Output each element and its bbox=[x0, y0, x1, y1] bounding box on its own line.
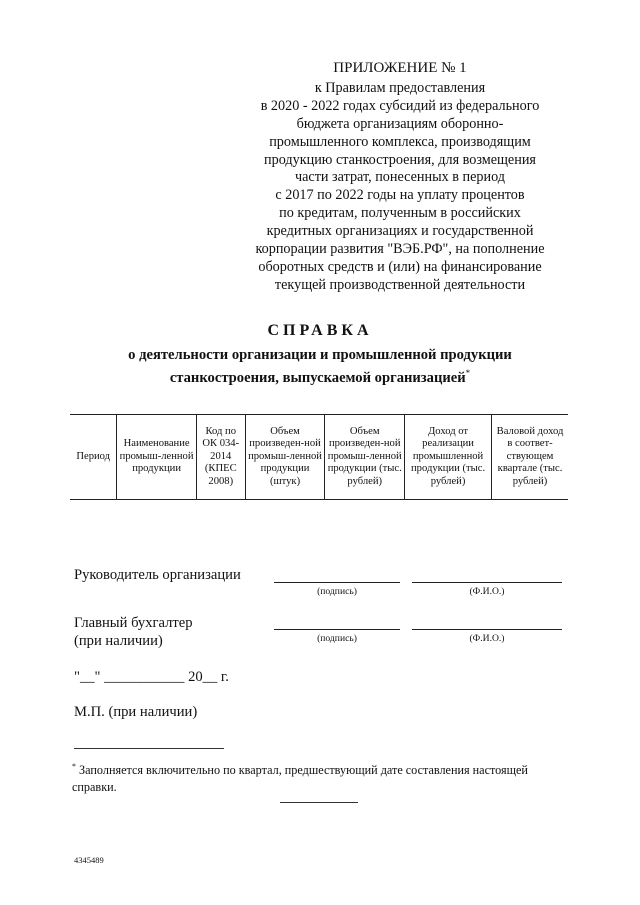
column-header-volume-units: Объем произведен-ной промыш-ленной продукции (штук) bbox=[245, 415, 325, 500]
head-label: Руководитель организации bbox=[74, 567, 241, 583]
appendix-line: корпорации развития "ВЭБ.РФ", на пополнение bbox=[255, 241, 545, 258]
appendix-line: в 2020 - 2022 годах субсидий из федерального bbox=[260, 97, 540, 114]
footnote-mark: * bbox=[72, 762, 76, 771]
head-signature-line bbox=[274, 582, 400, 583]
appendix-line: продукцию станкостроения, для возмещения bbox=[264, 151, 536, 168]
appendix-line: текущей производственной деятельности bbox=[274, 276, 526, 293]
accountant-signature-caption: (подпись) bbox=[317, 633, 357, 644]
column-header-period: Период bbox=[76, 450, 111, 462]
appendix-line: бюджета организациям оборонно- bbox=[296, 115, 504, 132]
subtitle-line-2 bbox=[0, 364, 640, 387]
appendix-line: части затрат, понесенных в период bbox=[294, 169, 505, 186]
footnote-marker: * bbox=[465, 368, 471, 378]
appendix-line: к Правилам предоставления bbox=[314, 79, 486, 96]
end-separator bbox=[280, 802, 358, 803]
accountant-label-line-2: (при наличии) bbox=[74, 633, 163, 649]
document-title: СПРАВКА bbox=[267, 322, 373, 339]
appendix-block bbox=[240, 60, 560, 295]
accountant-label bbox=[74, 614, 193, 650]
accountant-signature-line bbox=[274, 629, 400, 630]
footnote-text: Заполняется включительно по квартал, предшествующий дате составления настоящей справки. bbox=[72, 763, 528, 795]
appendix-line: кредитных организациях и государственной bbox=[266, 223, 534, 240]
head-name-caption: (Ф.И.О.) bbox=[469, 586, 505, 597]
accountant-name-line bbox=[412, 629, 562, 630]
appendix-line: по кредитам, полученным в российских bbox=[279, 205, 521, 222]
document-number: 4345489 bbox=[74, 855, 104, 865]
appendix-heading: ПРИЛОЖЕНИЕ № 1 bbox=[333, 60, 467, 76]
column-header-income: Доход от реализации промышленной продукции (тыс. рублей) bbox=[405, 415, 492, 500]
column-header-product-name: Наименование промыш-ленной продукции bbox=[117, 415, 196, 500]
footnote-separator bbox=[74, 748, 224, 749]
appendix-line: оборотных средств и (или) на финансирование bbox=[258, 258, 542, 275]
footnote bbox=[72, 758, 572, 796]
head-name-line bbox=[412, 582, 562, 583]
subtitle-line-2-text: станкостроения, выпускаемой организацией bbox=[169, 369, 466, 386]
table-header-row bbox=[70, 415, 568, 500]
column-header-volume-rub: Объем произведен-ной промыш-ленной продукции (тыс. рублей) bbox=[325, 415, 405, 500]
stamp-label: М.П. (при наличии) bbox=[74, 704, 198, 720]
document-subtitle bbox=[0, 346, 640, 387]
report-table bbox=[70, 414, 568, 500]
column-header-code: Код по ОК 034-2014 (КПЕС 2008) bbox=[196, 415, 245, 500]
subtitle-line-1: о деятельности организации и промышленной продукции bbox=[128, 347, 512, 363]
appendix-line: промышленного комплекса, производящим bbox=[269, 133, 531, 150]
accountant-label-line-1: Главный бухгалтер bbox=[74, 615, 193, 631]
head-signature-caption: (подпись) bbox=[317, 586, 357, 597]
appendix-line: с 2017 по 2022 годы на уплату процентов bbox=[275, 187, 525, 204]
accountant-name-caption: (Ф.И.О.) bbox=[469, 633, 505, 644]
date-line: "__" ___________ 20__ г. bbox=[74, 669, 229, 685]
column-header-gross-income: Валовой доход в соответ-ствующем квартале (тыс. рублей) bbox=[492, 415, 568, 500]
